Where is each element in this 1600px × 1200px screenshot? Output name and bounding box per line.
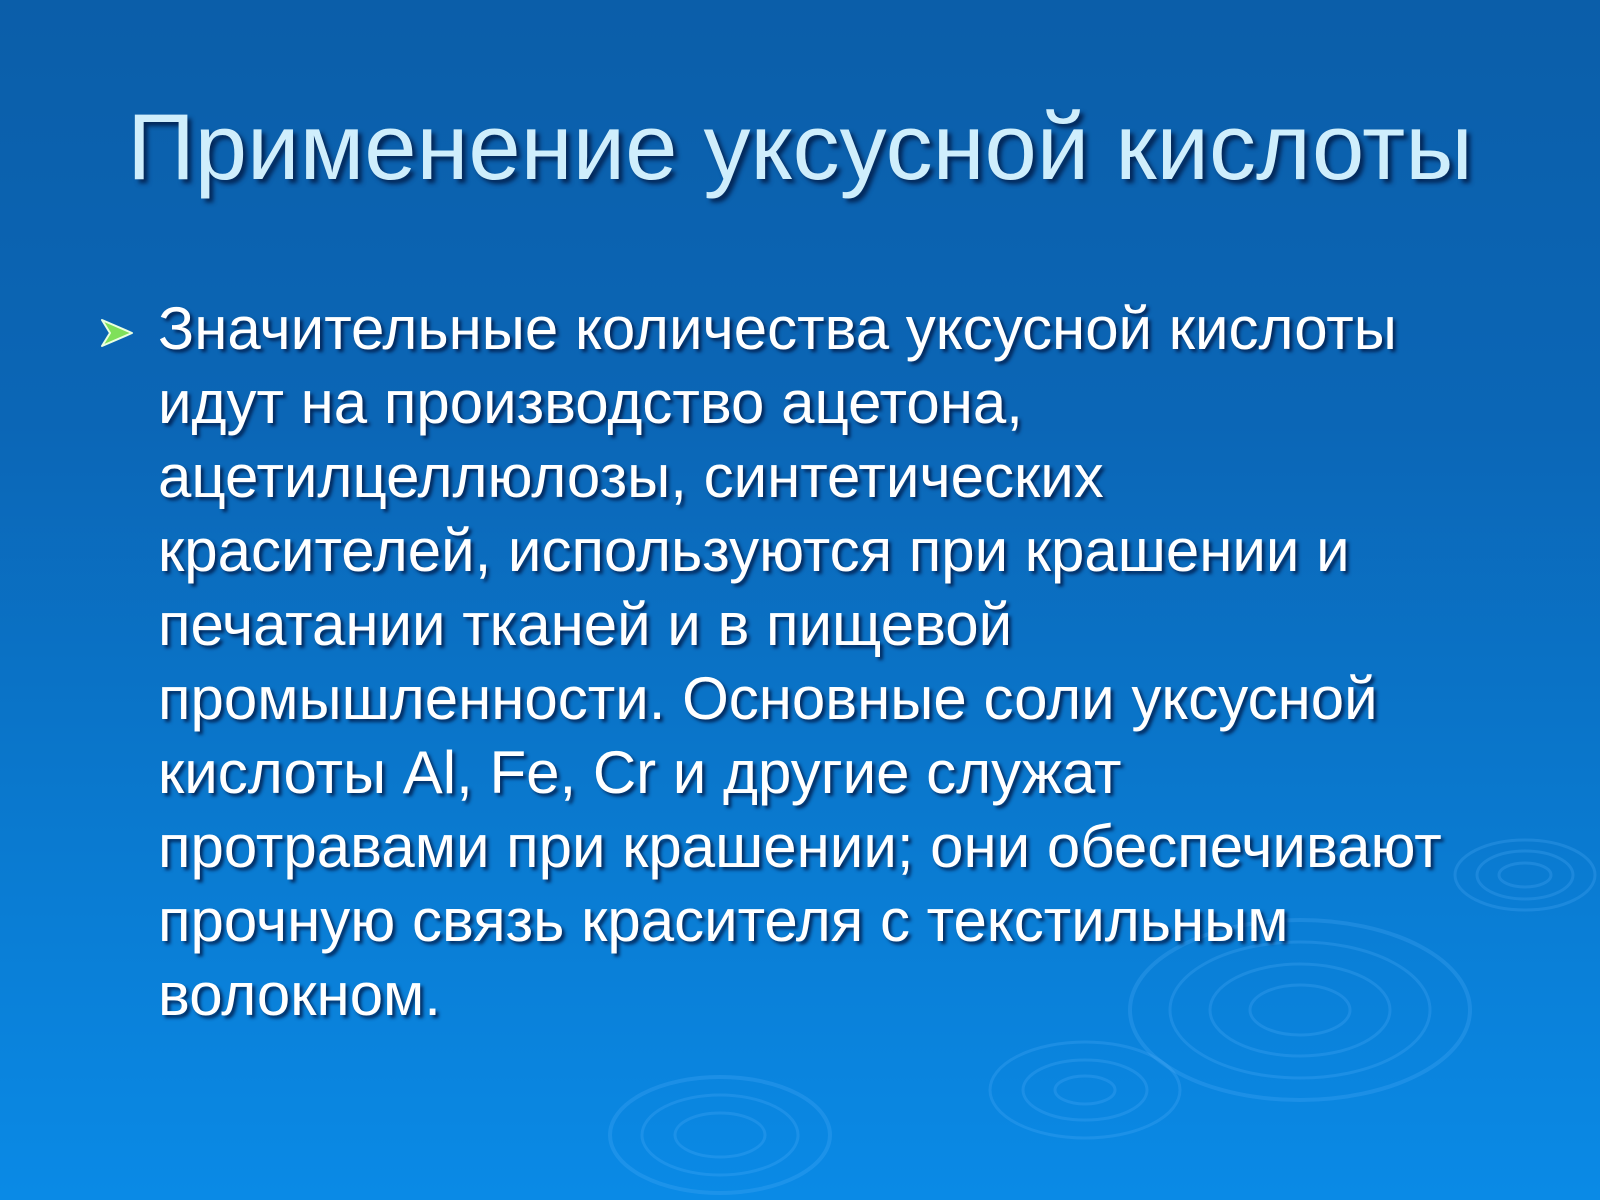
arrow-bullet-icon <box>96 292 158 366</box>
bullet-line: волокном. <box>158 961 441 1028</box>
bullet-line: кислоты Al, Fe, Cr и другие служат <box>158 739 1122 806</box>
bullet-line: прочную связь красителя с текстильным <box>158 887 1289 954</box>
bullet-text <box>158 292 1503 1032</box>
slide-title: Применение уксусной кислоты <box>127 94 1473 199</box>
ripple-circles-lower <box>990 1042 1180 1138</box>
bullet-line: идут на производство ацетона, <box>158 369 1023 436</box>
bullet-line: печатании тканей и в пищевой <box>158 591 1013 658</box>
bullet-list <box>96 292 1516 1032</box>
bullet-line: промышленности. Основные соли уксусной <box>158 665 1378 732</box>
bullet-line: красителей, используются при крашении и <box>158 517 1350 584</box>
bullet-line: Значительные количества уксусной кислоты <box>158 295 1397 362</box>
bullet-line: ацетилцеллюлозы, синтетических <box>158 443 1104 510</box>
bullet-line: протравами при крашении; они обеспечивают <box>158 813 1442 880</box>
ripple-circles-bottom <box>610 1077 830 1193</box>
bullet-item <box>96 292 1516 1032</box>
